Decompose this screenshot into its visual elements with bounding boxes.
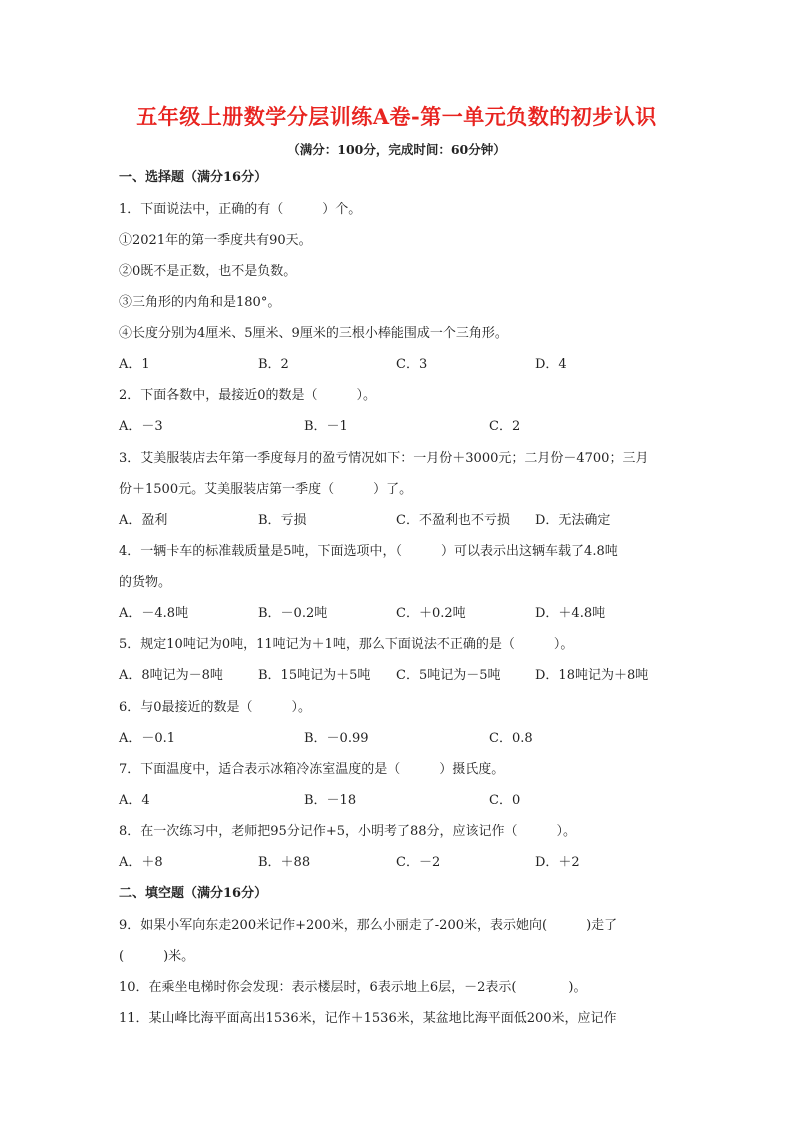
question-4-stem-line-1: 4．一辆卡车的标准载质量是5吨，下面选项中，（ ）可以表示出这辆车载了4.8吨 (119, 544, 618, 559)
option-c[interactable]: C．2 (489, 419, 521, 434)
question-8-stem: 8．在一次练习中，老师把95分记作+5，小明考了88分，应该记作（ ）。 (119, 824, 577, 839)
option-b[interactable]: B．－0.99 (304, 731, 369, 746)
option-a[interactable]: A．－4.8吨 (119, 606, 189, 621)
question-1-statement-3: ③三角形的内角和是180°。 (119, 295, 281, 310)
question-3-stem-line-1: 3．艾美服装店去年第一季度每月的盈亏情况如下：一月份＋3000元；二月份－4700；三月 (119, 451, 649, 466)
option-a[interactable]: A．8吨记为－8吨 (119, 668, 223, 683)
option-a[interactable]: A．盈利 (119, 513, 168, 528)
question-2-stem: 2．下面各数中，最接近0的数是（ ）。 (119, 388, 377, 403)
section-heading-choice: 一、选择题（满分16分） (119, 170, 268, 185)
option-d[interactable]: D．4 (535, 357, 567, 372)
page-subtitle: （满分：100分，完成时间：60分钟） (287, 142, 506, 157)
question-4-stem-line-2: 的货物。 (119, 575, 172, 590)
question-6-stem: 6．与0最接近的数是（ ）。 (119, 700, 312, 715)
section-heading-fill-blank: 二、填空题（满分16分） (119, 886, 268, 901)
option-d[interactable]: D．＋2 (535, 855, 580, 870)
option-c[interactable]: C．－2 (396, 855, 441, 870)
question-9-stem-line-2: ( )米。 (119, 949, 195, 964)
page-title: 五年级上册数学分层训练A卷-第一单元负数的初步认识 (136, 104, 657, 129)
option-d[interactable]: D．18吨记为＋8吨 (535, 668, 649, 683)
option-b[interactable]: B．＋88 (258, 855, 311, 870)
option-c[interactable]: C．3 (396, 357, 428, 372)
question-1-statement-4: ④长度分别为4厘米、5厘米、9厘米的三根小棒能围成一个三角形。 (119, 326, 508, 341)
question-1-statement-2: ②0既不是正数，也不是负数。 (119, 264, 297, 279)
option-b[interactable]: B．－1 (304, 419, 348, 434)
question-7-stem: 7．下面温度中，适合表示冰箱冷冻室温度的是（ ）摄氏度。 (119, 762, 505, 777)
option-d[interactable]: D．＋4.8吨 (535, 606, 606, 621)
question-11-stem: 11．某山峰比海平面高出1536米，记作＋1536米，某盆地比海平面低200米，应记作 (119, 1011, 617, 1026)
question-1-stem: 1．下面说法中，正确的有（ ）个。 (119, 202, 362, 217)
question-10-stem: 10．在乘坐电梯时你会发现：表示楼层时，6表示地上6层，－2表示( )。 (119, 980, 587, 995)
option-c[interactable]: C．0.8 (489, 731, 533, 746)
option-c[interactable]: C．不盈利也不亏损 (396, 513, 510, 528)
option-b[interactable]: B．－18 (304, 793, 357, 808)
option-c[interactable]: C．0 (489, 793, 521, 808)
option-a[interactable]: A．－0.1 (119, 731, 176, 746)
option-b[interactable]: B．2 (258, 357, 289, 372)
option-a[interactable]: A．＋8 (119, 855, 163, 870)
option-b[interactable]: B．15吨记为＋5吨 (258, 668, 371, 683)
option-b[interactable]: B．亏损 (258, 513, 307, 528)
option-a[interactable]: A．－3 (119, 419, 163, 434)
option-c[interactable]: C．＋0.2吨 (396, 606, 466, 621)
option-c[interactable]: C．5吨记为－5吨 (396, 668, 501, 683)
question-1-statement-1: ①2021年的第一季度共有90天。 (119, 233, 312, 248)
question-9-stem-line-1: 9．如果小军向东走200米记作+200米，那么小丽走了-200米，表示她向( )走了 (119, 918, 618, 933)
question-5-stem: 5．规定10吨记为0吨，11吨记为＋1吨，那么下面说法不正确的是（ ）。 (119, 637, 574, 652)
option-a[interactable]: A．1 (119, 357, 150, 372)
question-3-stem-line-2: 份＋1500元。艾美服装店第一季度（ ）了。 (119, 482, 413, 497)
option-d[interactable]: D．无法确定 (535, 513, 611, 528)
option-a[interactable]: A．4 (119, 793, 150, 808)
option-b[interactable]: B．－0.2吨 (258, 606, 328, 621)
